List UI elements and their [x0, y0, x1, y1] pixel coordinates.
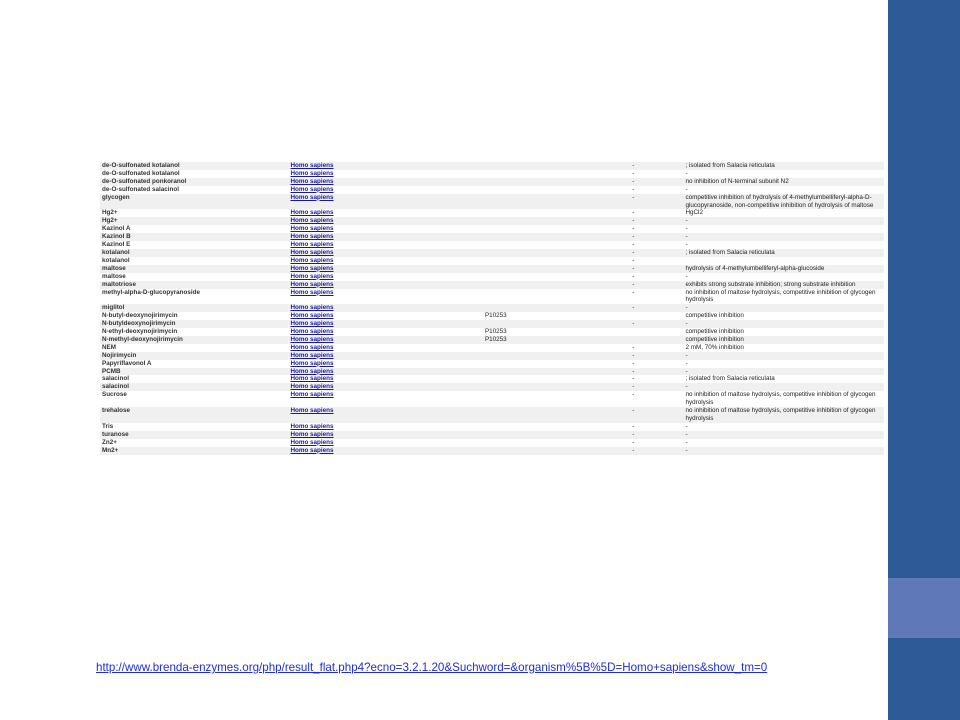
uniprot-cell: [483, 383, 583, 391]
organism-cell: [288, 217, 482, 225]
ligand-cell: turanose: [100, 431, 288, 439]
organism-link[interactable]: Homo sapiens: [290, 233, 334, 241]
ligand-cell: Zn2+: [100, 439, 288, 447]
uniprot-cell: [483, 265, 583, 273]
table-row: [100, 273, 884, 281]
commentary-cell: -: [683, 170, 884, 178]
organism-cell: [288, 328, 482, 336]
commentary-cell: HgCl2: [683, 209, 884, 217]
organism-cell: [288, 312, 482, 320]
commentary-cell: -: [683, 352, 884, 360]
organism-link[interactable]: Homo sapiens: [290, 248, 334, 256]
organism-cell: [288, 233, 482, 241]
organism-link[interactable]: Homo sapiens: [290, 446, 334, 454]
ligand-cell: Kazinol E: [100, 241, 288, 249]
organism-link[interactable]: Homo sapiens: [290, 359, 334, 367]
table-row: [100, 423, 884, 431]
commentary-cell: 2 mM, 70% inhibition: [683, 344, 884, 352]
commentary-cell: competitive inhibition of hydrolysis of 4-methylumbelliferyl-alpha-D-glucopyranoside, non-competitive inhibition of hydrolysis of maltose: [683, 194, 884, 210]
uniprot-cell: [483, 273, 583, 281]
commentary-cell: -: [683, 225, 884, 233]
organism-link[interactable]: Homo sapiens: [290, 375, 334, 383]
uniprot-cell: [483, 447, 583, 455]
organism-link[interactable]: Homo sapiens: [290, 272, 334, 280]
ligand-cell: Hg2+: [100, 209, 288, 217]
organism-cell: [288, 170, 482, 178]
organism-link[interactable]: Homo sapiens: [290, 185, 334, 193]
ligand-cell: de-O-sulfonated kotalanol: [100, 162, 288, 170]
organism-link[interactable]: Homo sapiens: [290, 407, 334, 415]
organism-cell: [288, 225, 482, 233]
ligand-cell: PCMB: [100, 368, 288, 376]
organism-link[interactable]: Homo sapiens: [290, 288, 334, 296]
organism-cell: [288, 209, 482, 217]
literature-cell: -: [583, 265, 683, 273]
ligand-cell: NEM: [100, 344, 288, 352]
ligand-cell: maltotriose: [100, 281, 288, 289]
literature-cell: [583, 312, 683, 320]
uniprot-cell: P10253: [483, 336, 583, 344]
organism-cell: [288, 360, 482, 368]
organism-cell: [288, 304, 482, 312]
uniprot-cell: [483, 170, 583, 178]
uniprot-cell: [483, 431, 583, 439]
organism-link[interactable]: Homo sapiens: [290, 225, 334, 233]
organism-link[interactable]: Homo sapiens: [290, 335, 334, 343]
literature-cell: -: [583, 162, 683, 170]
table-row: [100, 368, 884, 376]
organism-link[interactable]: Homo sapiens: [290, 241, 334, 249]
ligand-cell: Mn2+: [100, 447, 288, 455]
uniprot-cell: [483, 423, 583, 431]
uniprot-cell: [483, 352, 583, 360]
table-row: [100, 447, 884, 455]
commentary-cell: hydrolysis of 4-methylumbelliferyl-alpha-glucoside: [683, 265, 884, 273]
ligand-cell: salacinol: [100, 383, 288, 391]
organism-cell: [288, 375, 482, 383]
table-row: [100, 320, 884, 328]
table-row: [100, 375, 884, 383]
commentary-cell: -: [683, 383, 884, 391]
table-row: [100, 233, 884, 241]
organism-link[interactable]: Homo sapiens: [290, 193, 334, 201]
table-row: [100, 407, 884, 423]
uniprot-cell: [483, 439, 583, 447]
table-row: [100, 328, 884, 336]
organism-link[interactable]: Homo sapiens: [290, 256, 334, 264]
commentary-cell: -: [683, 217, 884, 225]
ligand-cell: glycogen: [100, 194, 288, 210]
organism-cell: [288, 352, 482, 360]
ligand-cell: Tris: [100, 423, 288, 431]
uniprot-cell: [483, 178, 583, 186]
uniprot-cell: [483, 281, 583, 289]
ligand-cell: N-butyl-deoxynojirimycin: [100, 312, 288, 320]
table-row: [100, 344, 884, 352]
organism-cell: [288, 281, 482, 289]
organism-link[interactable]: Homo sapiens: [290, 383, 334, 391]
table-row: [100, 439, 884, 447]
table-row: [100, 249, 884, 257]
table-row: [100, 178, 884, 186]
commentary-cell: ; isolated from Salacia reticulata: [683, 375, 884, 383]
organism-link[interactable]: Homo sapiens: [290, 217, 334, 225]
organism-cell: [288, 439, 482, 447]
ligand-cell: N-methyl-deoxynojirimycin: [100, 336, 288, 344]
table-row: [100, 209, 884, 217]
organism-link[interactable]: Homo sapiens: [290, 304, 334, 312]
ligand-cell: de-O-sulfonated salacinol: [100, 186, 288, 194]
table-row: [100, 391, 884, 407]
organism-cell: [288, 383, 482, 391]
commentary-cell: -: [683, 447, 884, 455]
literature-cell: -: [583, 352, 683, 360]
literature-cell: -: [583, 170, 683, 178]
organism-link[interactable]: Homo sapiens: [290, 264, 334, 272]
organism-cell: [288, 265, 482, 273]
uniprot-cell: [483, 194, 583, 210]
uniprot-cell: P10253: [483, 328, 583, 336]
organism-cell: [288, 368, 482, 376]
literature-cell: -: [583, 431, 683, 439]
ligand-cell: Sucrose: [100, 391, 288, 407]
commentary-cell: no inhibition of maltose hydrolysis, competitive inhibition of glycogen hydrolysis: [683, 391, 884, 407]
table-row: [100, 194, 884, 210]
ligand-cell: de-O-sulfonated ponkoranol: [100, 178, 288, 186]
literature-cell: -: [583, 178, 683, 186]
literature-cell: -: [583, 186, 683, 194]
commentary-cell: -: [683, 320, 884, 328]
uniprot-cell: [483, 257, 583, 265]
organism-cell: [288, 249, 482, 257]
table-row: [100, 265, 884, 273]
organism-link[interactable]: Homo sapiens: [290, 430, 334, 438]
ligand-cell: maltose: [100, 265, 288, 273]
organism-cell: [288, 241, 482, 249]
literature-cell: -: [583, 194, 683, 210]
table-row: [100, 304, 884, 312]
uniprot-cell: [483, 360, 583, 368]
commentary-cell: exhibits strong substrate inhibition; strong substrate inhibition: [683, 281, 884, 289]
literature-cell: -: [583, 447, 683, 455]
literature-cell: -: [583, 257, 683, 265]
commentary-cell: -: [683, 273, 884, 281]
literature-cell: -: [583, 375, 683, 383]
organism-link[interactable]: Homo sapiens: [290, 169, 334, 177]
organism-cell: [288, 447, 482, 455]
commentary-cell: no inhibition of N-terminal subunit N2: [683, 178, 884, 186]
commentary-cell: -: [683, 304, 884, 312]
organism-cell: [288, 336, 482, 344]
literature-cell: -: [583, 241, 683, 249]
commentary-cell: -: [683, 233, 884, 241]
literature-cell: -: [583, 423, 683, 431]
table-row: [100, 289, 884, 305]
table-row: [100, 257, 884, 265]
table-row: [100, 312, 884, 320]
commentary-cell: -: [683, 241, 884, 249]
organism-link[interactable]: Homo sapiens: [290, 391, 334, 399]
ligand-cell: Kazinol B: [100, 233, 288, 241]
uniprot-cell: [483, 217, 583, 225]
organism-link[interactable]: Homo sapiens: [290, 209, 334, 217]
table-row: [100, 281, 884, 289]
table-row: [100, 162, 884, 170]
ligand-cell: miglitol: [100, 304, 288, 312]
table-row: [100, 336, 884, 344]
organism-link[interactable]: Homo sapiens: [290, 320, 334, 328]
source-link[interactable]: http://www.brenda-enzymes.org/php/result_flat.php4?ecno=3.2.1.20&Suchword=&organism%5B%5D=Homo+sapiens&show_tm=0: [96, 661, 768, 674]
ligand-cell: trehalose: [100, 407, 288, 423]
uniprot-cell: [483, 304, 583, 312]
uniprot-cell: [483, 209, 583, 217]
commentary-cell: competitive inhibition: [683, 328, 884, 336]
commentary-cell: no inhibition of maltose hydrolysis, competitive inhibition of glycogen hydrolysis: [683, 407, 884, 423]
uniprot-cell: [483, 368, 583, 376]
organism-link[interactable]: Homo sapiens: [290, 343, 334, 351]
organism-cell: [288, 407, 482, 423]
literature-cell: -: [583, 344, 683, 352]
organism-link[interactable]: Homo sapiens: [290, 162, 334, 169]
uniprot-cell: [483, 320, 583, 328]
table-row: [100, 241, 884, 249]
organism-link[interactable]: Homo sapiens: [290, 422, 334, 430]
organism-link[interactable]: Homo sapiens: [290, 280, 334, 288]
inhibitor-table: [100, 162, 884, 455]
uniprot-cell: [483, 407, 583, 423]
literature-cell: [583, 336, 683, 344]
ligand-cell: kotalanol: [100, 249, 288, 257]
organism-cell: [288, 391, 482, 407]
literature-cell: -: [583, 233, 683, 241]
commentary-cell: no inhibition of maltose hydrolysis, competitive inhibition of glycogen hydrolysis: [683, 289, 884, 305]
literature-cell: -: [583, 383, 683, 391]
ligand-cell: N-butyldeoxynojirimycin: [100, 320, 288, 328]
ligand-cell: salacinol: [100, 375, 288, 383]
commentary-cell: -: [683, 368, 884, 376]
uniprot-cell: [483, 289, 583, 305]
table-row: [100, 225, 884, 233]
table-row: [100, 217, 884, 225]
table-row: [100, 186, 884, 194]
table-row: [100, 170, 884, 178]
organism-cell: [288, 257, 482, 265]
literature-cell: [583, 328, 683, 336]
uniprot-cell: [483, 344, 583, 352]
organism-link[interactable]: Homo sapiens: [290, 351, 334, 359]
commentary-cell: ; isolated from Salacia reticulata: [683, 249, 884, 257]
table-row: [100, 352, 884, 360]
table-row: [100, 431, 884, 439]
organism-cell: [288, 431, 482, 439]
uniprot-cell: [483, 391, 583, 407]
uniprot-cell: [483, 162, 583, 170]
accent-square: [888, 578, 960, 638]
literature-cell: -: [583, 289, 683, 305]
organism-link[interactable]: Homo sapiens: [290, 438, 334, 446]
ligand-cell: Papyriflavonol A: [100, 360, 288, 368]
ligand-cell: de-O-sulfonated kotalanol: [100, 170, 288, 178]
literature-cell: -: [583, 360, 683, 368]
ligand-cell: Nojirimycin: [100, 352, 288, 360]
literature-cell: -: [583, 368, 683, 376]
organism-cell: [288, 178, 482, 186]
ligand-cell: kotalanol: [100, 257, 288, 265]
table-row: [100, 360, 884, 368]
literature-cell: -: [583, 249, 683, 257]
commentary-cell: [683, 257, 884, 265]
organism-link[interactable]: Homo sapiens: [290, 312, 334, 320]
literature-cell: -: [583, 407, 683, 423]
organism-link[interactable]: Homo sapiens: [290, 367, 334, 375]
commentary-cell: ; isolated from Salacia reticulata: [683, 162, 884, 170]
literature-cell: -: [583, 304, 683, 312]
uniprot-cell: [483, 233, 583, 241]
table-row: [100, 383, 884, 391]
commentary-cell: -: [683, 431, 884, 439]
organism-link[interactable]: Homo sapiens: [290, 177, 334, 185]
commentary-cell: competitive inhibition: [683, 336, 884, 344]
commentary-cell: -: [683, 186, 884, 194]
literature-cell: -: [583, 273, 683, 281]
uniprot-cell: [483, 241, 583, 249]
ligand-cell: Hg2+: [100, 217, 288, 225]
organism-cell: [288, 320, 482, 328]
organism-cell: [288, 289, 482, 305]
uniprot-cell: P10253: [483, 312, 583, 320]
ligand-cell: Kazinol A: [100, 225, 288, 233]
literature-cell: -: [583, 281, 683, 289]
table-body: [100, 162, 884, 455]
ligand-cell: methyl-alpha-D-glucopyranoside: [100, 289, 288, 305]
organism-cell: [288, 194, 482, 210]
literature-cell: -: [583, 209, 683, 217]
organism-cell: [288, 186, 482, 194]
uniprot-cell: [483, 375, 583, 383]
literature-cell: -: [583, 439, 683, 447]
organism-cell: [288, 273, 482, 281]
commentary-cell: -: [683, 439, 884, 447]
literature-cell: -: [583, 391, 683, 407]
commentary-cell: -: [683, 423, 884, 431]
ligand-cell: N-ethyl-deoxynojirimycin: [100, 328, 288, 336]
ligand-cell: maltose: [100, 273, 288, 281]
organism-cell: [288, 344, 482, 352]
organism-cell: [288, 423, 482, 431]
uniprot-cell: [483, 249, 583, 257]
literature-cell: -: [583, 225, 683, 233]
commentary-cell: -: [683, 360, 884, 368]
uniprot-cell: [483, 225, 583, 233]
organism-cell: [288, 162, 482, 170]
organism-link[interactable]: Homo sapiens: [290, 328, 334, 336]
literature-cell: -: [583, 320, 683, 328]
literature-cell: -: [583, 217, 683, 225]
commentary-cell: competitive inhibition: [683, 312, 884, 320]
uniprot-cell: [483, 186, 583, 194]
